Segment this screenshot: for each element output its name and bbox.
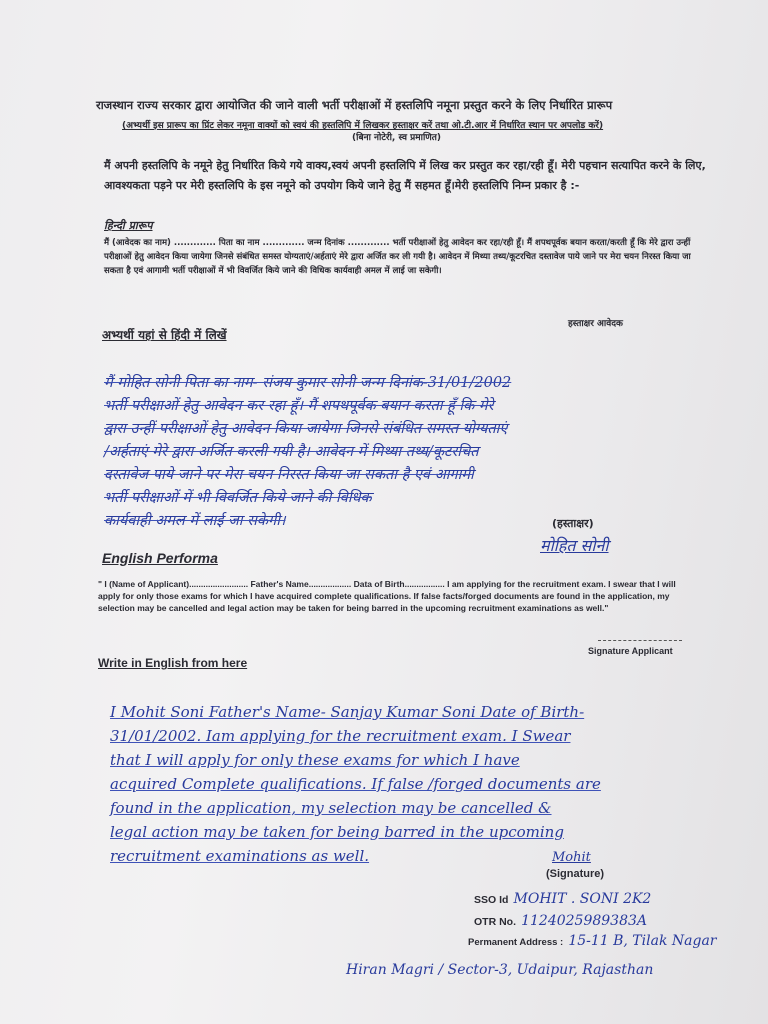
english-handwritten-line: acquired Complete qualifications. If false /forged documents are (110, 775, 601, 793)
otr-number-label: OTR No. (474, 916, 516, 928)
hindi-handwritten-line: मैं मोहित सोनी पिता का नाम- संजय कुमार सोनी जन्म दिनांक-31/01/2002 (104, 375, 512, 391)
hindi-signature-stamp-label: (हस्ताक्षर) (552, 517, 594, 530)
form-heading: राजस्थान राज्य सरकार द्वारा आयोजित की जाने वाली भर्ती परीक्षाओं में हस्तलिपि नमूना प्रस्तुत करने के लिए निर्धारित प्रारूप (96, 98, 613, 112)
english-handwritten-line: recruitment examinations as well. (110, 847, 370, 865)
hindi-signature-label (568, 316, 623, 329)
sso-id-value: MOHIT . SONI 2K2 (513, 891, 652, 907)
english-handwritten-line: I Mohit Soni Father's Name- Sanjay Kumar Soni Date of Birth- (110, 703, 585, 721)
hindi-handwritten-line: भर्ती परीक्षाओं हेतु आवेदन कर रहा हूँ। मैं शपथपूर्वक बयान करता हूँ कि मेरे (104, 398, 494, 414)
write-english-heading: Write in English from here (98, 656, 248, 670)
english-signature-stamp-label: (Signature) (546, 868, 605, 880)
english-signature: Mohit (552, 850, 591, 865)
form-note: (बिना नोटेरी, स्व प्रमाणित) (352, 133, 442, 143)
hindi-handwritten-line: /अर्हताएं मेरे द्वारा अर्जित करली गयी है। आवेदन में मिथ्या तथ्य/कूटरचित (104, 444, 479, 460)
english-handwritten-line: 31/01/2002. Iam applying for the recruitment exam. I Swear (110, 727, 571, 745)
english-handwritten-line: that I will apply for only these exams for which I have (110, 751, 520, 769)
sso-id-row (474, 888, 651, 907)
hindi-handwritten-line: दस्तावेज पाये जाने पर मेरा चयन निरस्त किया जा सकता है एवं आगामी (104, 467, 474, 483)
otr-number-row (474, 910, 647, 929)
signature-line (598, 640, 682, 641)
hindi-handwritten-line: द्वारा उन्हीं परीक्षाओं हेतु आवेदन किया जायेगा जिनसे संबंधित समस्त योग्यताएं (104, 421, 508, 437)
english-handwritten-text (110, 700, 750, 868)
intro-paragraph: मैं अपनी हस्तलिपि के नमूने हेतु निर्धारित किये गये वाक्य,स्वयं अपनी हस्तलिपि में लिख कर प्रस्तुत कर रहा/रही हूँ। मेरी पहचान सत्यापित करने के लिए, आवश्यकता पड़ने पर मेरी हस्तलिपि के इस नमूने को उपयोग किये जाने हेतु मैं सहमत हूँ।मेरी हस्तलिपि निम्न प्रकार है :- (104, 159, 706, 192)
form-instructions: (अभ्यर्थी इस प्रारूप का प्रिंट लेकर नमूना वाक्यों को स्वयं की हस्तलिपि में लिखकर हस्ताक्षर करें तथा ओ.टी.आर में निर्धारित स्थान पर अपलोड करें) (122, 121, 604, 131)
english-handwritten-line: found in the application, my selection may be cancelled & (110, 799, 552, 817)
hindi-signature-label-text: हस्ताक्षर आवेदक (568, 319, 623, 329)
hindi-performa-text: मैं (आवेदक का नाम) ............. पिता का नाम ............. जन्म दिनांक ............. भर्ती परीक्षाओं हेतु आवेदन कर रहा/रही हूँ। मैं शपथपूर्वक बयान करता/करती हूँ कि मेरे द्वारा उन्हीं परीक्षाओं हेतु आवेदन किया जायेगा जिनसे संबंधित समस्त योग्यताएं/अर्हताएं मेरे द्वारा अर्जित कर ली गयी है। आवेदन में मिथ्या तथ्य/कूटरचित दस्तावेज पाये जाने पर मेरा चयन निरस्त किया जा सकता है एवं आगामी भर्ती परीक्षाओं में भी विवर्जित किये जाने की विधिक कार्यवाही अमल में लाई जा सकेगी। (104, 238, 691, 276)
hindi-handwritten-text (104, 372, 768, 533)
permanent-address-line1: 15-11 B, Tilak Nagar (568, 933, 717, 949)
otr-number-value: 1124025989383A (521, 913, 647, 929)
permanent-address-row (468, 930, 716, 949)
english-signature-label: Signature Applicant (588, 646, 673, 656)
hindi-handwritten-line: भर्ती परीक्षाओं में भी विवर्जित किये जाने की विधिक (104, 490, 372, 506)
hindi-performa-title: हिन्दी प्रारूप (104, 219, 153, 232)
permanent-address-label: Permanent Address : (468, 937, 564, 948)
sso-id-label: SSO Id (474, 894, 509, 906)
english-handwritten-line: legal action may be taken for being barred in the upcoming (110, 823, 564, 841)
permanent-address-line2: Hiran Magri / Sector-3, Udaipur, Rajasthan (346, 962, 654, 978)
write-hindi-heading: अभ्यर्थी यहां से हिंदी में लिखें (102, 328, 227, 342)
hindi-signature: मोहित सोनी (540, 536, 609, 555)
english-performa-text: " I (Name of Applicant)......................... Father's Name.................. Data of Birth................. I am applying for the recruitment exam. I swear that I will apply for only those exams for which I have acquired complete qualifications. If false facts/forged documents are found in the application, my selection may be cancelled and legal action may be taken for being barred in the upcoming recruitment examinations as well." (98, 579, 676, 613)
english-performa-title: English Performa (102, 550, 218, 566)
hindi-handwritten-line: कार्यवाही अमल में लाई जा सकेगी। (104, 513, 286, 529)
